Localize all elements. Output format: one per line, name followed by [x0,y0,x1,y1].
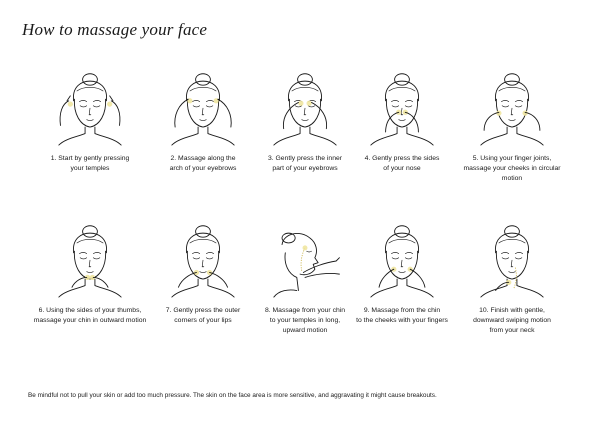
caption-line: corners of your lips [174,317,232,324]
step-caption [344,154,460,174]
caption-line: upward motion [282,327,328,334]
caption-line: 2. Massage along the [170,155,236,162]
eyebrow-massage-face-icon [162,68,244,150]
caption-line: to the cheeks with your fingers [356,317,448,324]
caption-line: massage your chin in outward motion [33,317,147,324]
caption-line: of your nose [383,165,421,172]
step-caption [454,306,570,336]
lip-corners-face-icon [162,220,244,302]
caption-line: downward swiping motion [473,317,551,324]
caption-line: 8. Massage from your chin [264,307,346,314]
nose-sides-press-face-icon [361,68,443,150]
caption-line: massage your cheeks in circular motion [463,165,561,182]
caption-line: 3. Gently press the inner [267,155,343,162]
caption-line: 9. Massage from the chin [363,307,441,314]
caption-line: arch of your eyebrows [169,165,237,172]
step-6 [32,220,148,326]
caption-line: 4. Gently press the sides [364,155,440,162]
step-4 [344,68,460,174]
caption-line: 6. Using the sides of your thumbs, [38,307,142,314]
step-5 [454,68,570,184]
step-caption [344,306,460,326]
chin-to-cheek-face-icon [361,220,443,302]
step-9 [344,220,460,326]
inner-eyebrow-press-face-icon [264,68,346,150]
step-2 [145,68,261,174]
cheek-circle-face-icon [471,68,553,150]
caption-line: 5. Using your finger joints, [472,155,552,162]
chin-to-temple-profile-icon [264,220,346,302]
caption-line: 7. Gently press the outer [165,307,241,314]
caption-line: from your neck [489,327,535,334]
neck-swipe-face-icon [471,220,553,302]
step-1 [32,68,148,174]
chin-thumbs-face-icon [49,220,131,302]
step-caption [454,154,570,184]
caption-line: to your temples in long, [269,317,341,324]
page-title: How to massage your face [22,20,208,39]
footnote: Be mindful not to pull your skin or add too much pressure. The skin on the face area is more sensitive, and aggravating it might cause breakouts. [28,392,437,399]
caption-line: your temples [70,165,110,172]
step-caption [145,154,261,174]
step-10 [454,220,570,336]
caption-line: part of your eyebrows [272,165,338,172]
caption-line: 10. Finish with gentle, [479,307,545,314]
step-7 [145,220,261,326]
caption-line: 1. Start by gently pressing [50,155,130,162]
step-caption [32,306,148,326]
step-caption [145,306,261,326]
step-caption [32,154,148,174]
temple-press-face-icon [49,68,131,150]
